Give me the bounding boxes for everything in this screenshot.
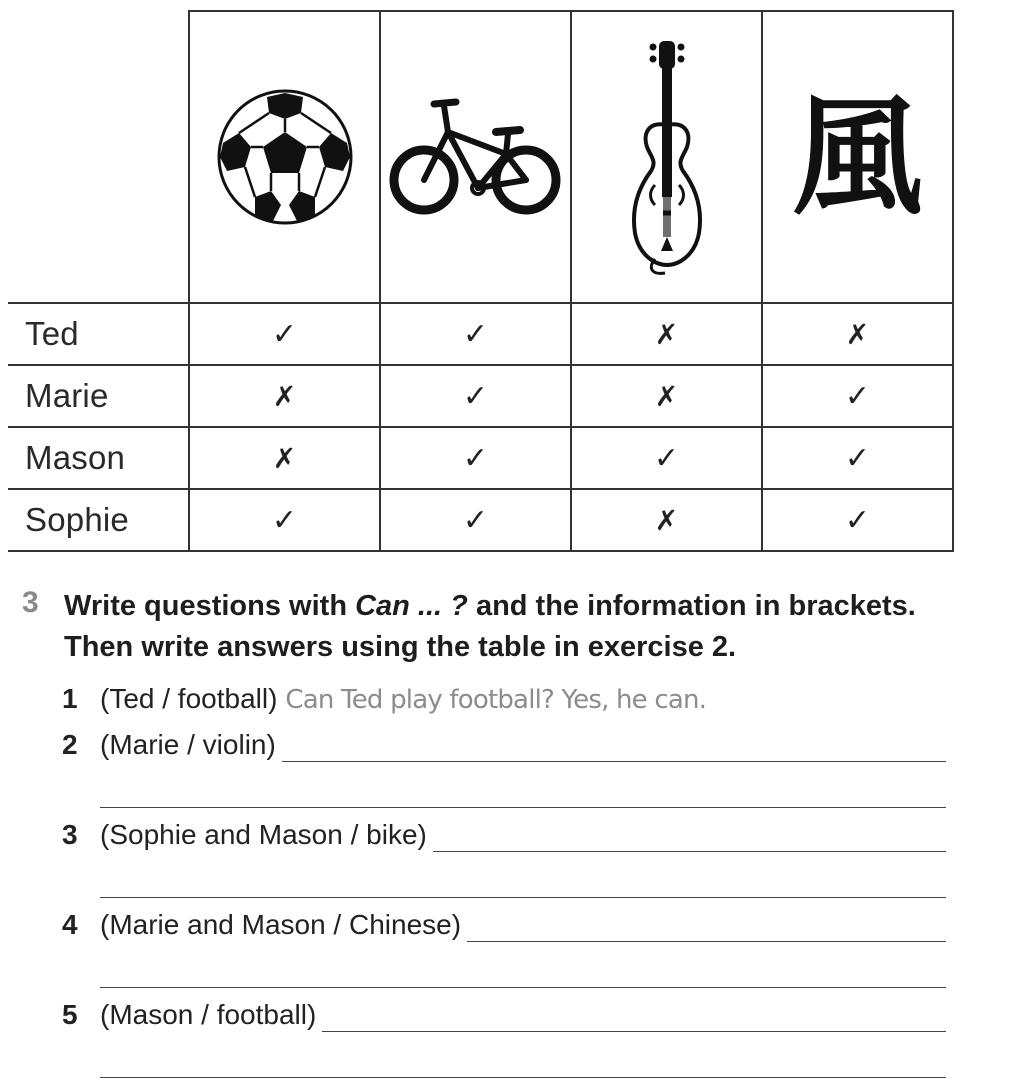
check-icon: ✓ bbox=[462, 441, 489, 475]
check-icon: ✓ bbox=[844, 503, 871, 537]
mark-cell bbox=[762, 489, 953, 551]
exercise-item bbox=[62, 683, 706, 715]
violin-cell bbox=[571, 11, 762, 303]
mark-cell bbox=[189, 489, 380, 551]
mark-cell bbox=[762, 303, 953, 365]
exercise-instruction bbox=[64, 586, 964, 668]
item-prompt: (Sophie and Mason / bike) bbox=[100, 819, 427, 850]
answer-line[interactable] bbox=[100, 897, 946, 898]
table-row bbox=[8, 365, 953, 427]
bike-icon bbox=[386, 92, 566, 222]
mark-cell bbox=[571, 303, 762, 365]
instruction-part-a: Write questions with bbox=[64, 590, 356, 622]
mark-cell bbox=[189, 427, 380, 489]
mark-cell bbox=[571, 427, 762, 489]
cross-icon: ✗ bbox=[654, 380, 679, 412]
item-prompt: (Ted / football) bbox=[100, 683, 278, 714]
exercise-item bbox=[62, 729, 284, 761]
cross-icon: ✗ bbox=[654, 504, 679, 536]
table-row bbox=[8, 489, 953, 551]
answer-line[interactable] bbox=[322, 1031, 946, 1032]
check-icon: ✓ bbox=[462, 317, 489, 351]
cross-icon: ✗ bbox=[272, 442, 297, 474]
item-prompt: (Marie and Mason / Chinese) bbox=[100, 909, 462, 940]
mark-cell bbox=[380, 303, 571, 365]
violin-icon bbox=[617, 37, 717, 277]
mark-cell bbox=[380, 365, 571, 427]
item-number: 3 bbox=[62, 819, 78, 850]
row-name-cell bbox=[8, 489, 189, 551]
answer-line[interactable] bbox=[100, 1077, 946, 1078]
item-number: 1 bbox=[62, 683, 78, 714]
item-number: 4 bbox=[62, 909, 78, 940]
mark-cell bbox=[189, 303, 380, 365]
mark-cell bbox=[571, 365, 762, 427]
item-number: 5 bbox=[62, 999, 78, 1030]
cross-icon: ✗ bbox=[654, 318, 679, 350]
mark-cell bbox=[189, 365, 380, 427]
exercise-item bbox=[62, 999, 324, 1031]
icon-row bbox=[8, 11, 953, 303]
answer-line[interactable] bbox=[433, 851, 946, 852]
football-cell bbox=[189, 11, 380, 303]
student-name: Mason bbox=[25, 439, 126, 476]
corner-cell bbox=[8, 11, 189, 303]
mark-cell bbox=[380, 489, 571, 551]
football-icon bbox=[215, 87, 355, 227]
check-icon: ✓ bbox=[271, 503, 298, 537]
exercise-item bbox=[62, 909, 469, 941]
row-name-cell bbox=[8, 303, 189, 365]
chinese-character-icon: 風 bbox=[792, 80, 923, 233]
instruction-italic: Can ... ? bbox=[355, 590, 468, 622]
item-answer: Can Ted play football? Yes, he can. bbox=[285, 685, 707, 715]
student-name: Ted bbox=[25, 315, 79, 352]
check-icon: ✓ bbox=[271, 317, 298, 351]
item-prompt: (Mason / football) bbox=[100, 999, 317, 1030]
row-name-cell bbox=[8, 427, 189, 489]
answer-line[interactable] bbox=[100, 807, 946, 808]
answer-line[interactable] bbox=[467, 941, 946, 942]
cross-icon: ✗ bbox=[845, 318, 870, 350]
mark-cell bbox=[571, 489, 762, 551]
answer-line[interactable] bbox=[100, 987, 946, 988]
check-icon: ✓ bbox=[462, 379, 489, 413]
item-number: 2 bbox=[62, 729, 78, 760]
table-row bbox=[8, 303, 953, 365]
chinese-character-cell bbox=[762, 11, 953, 303]
row-name-cell bbox=[8, 365, 189, 427]
bike-cell bbox=[380, 11, 571, 303]
mark-cell bbox=[762, 427, 953, 489]
ability-table bbox=[8, 10, 954, 552]
table-row bbox=[8, 427, 953, 489]
exercise-number: 3 bbox=[22, 586, 39, 619]
check-icon: ✓ bbox=[844, 441, 871, 475]
item-prompt: (Marie / violin) bbox=[100, 729, 276, 760]
check-icon: ✓ bbox=[462, 503, 489, 537]
mark-cell bbox=[380, 427, 571, 489]
mark-cell bbox=[762, 365, 953, 427]
answer-line[interactable] bbox=[282, 761, 946, 762]
cross-icon: ✗ bbox=[272, 380, 297, 412]
check-icon: ✓ bbox=[653, 441, 680, 475]
student-name: Marie bbox=[25, 377, 109, 414]
check-icon: ✓ bbox=[844, 379, 871, 413]
student-name: Sophie bbox=[25, 501, 129, 538]
instruction-part-b: and the information in brackets. Then write answers using the table in exercise 2. bbox=[64, 590, 916, 663]
exercise-item bbox=[62, 819, 435, 851]
